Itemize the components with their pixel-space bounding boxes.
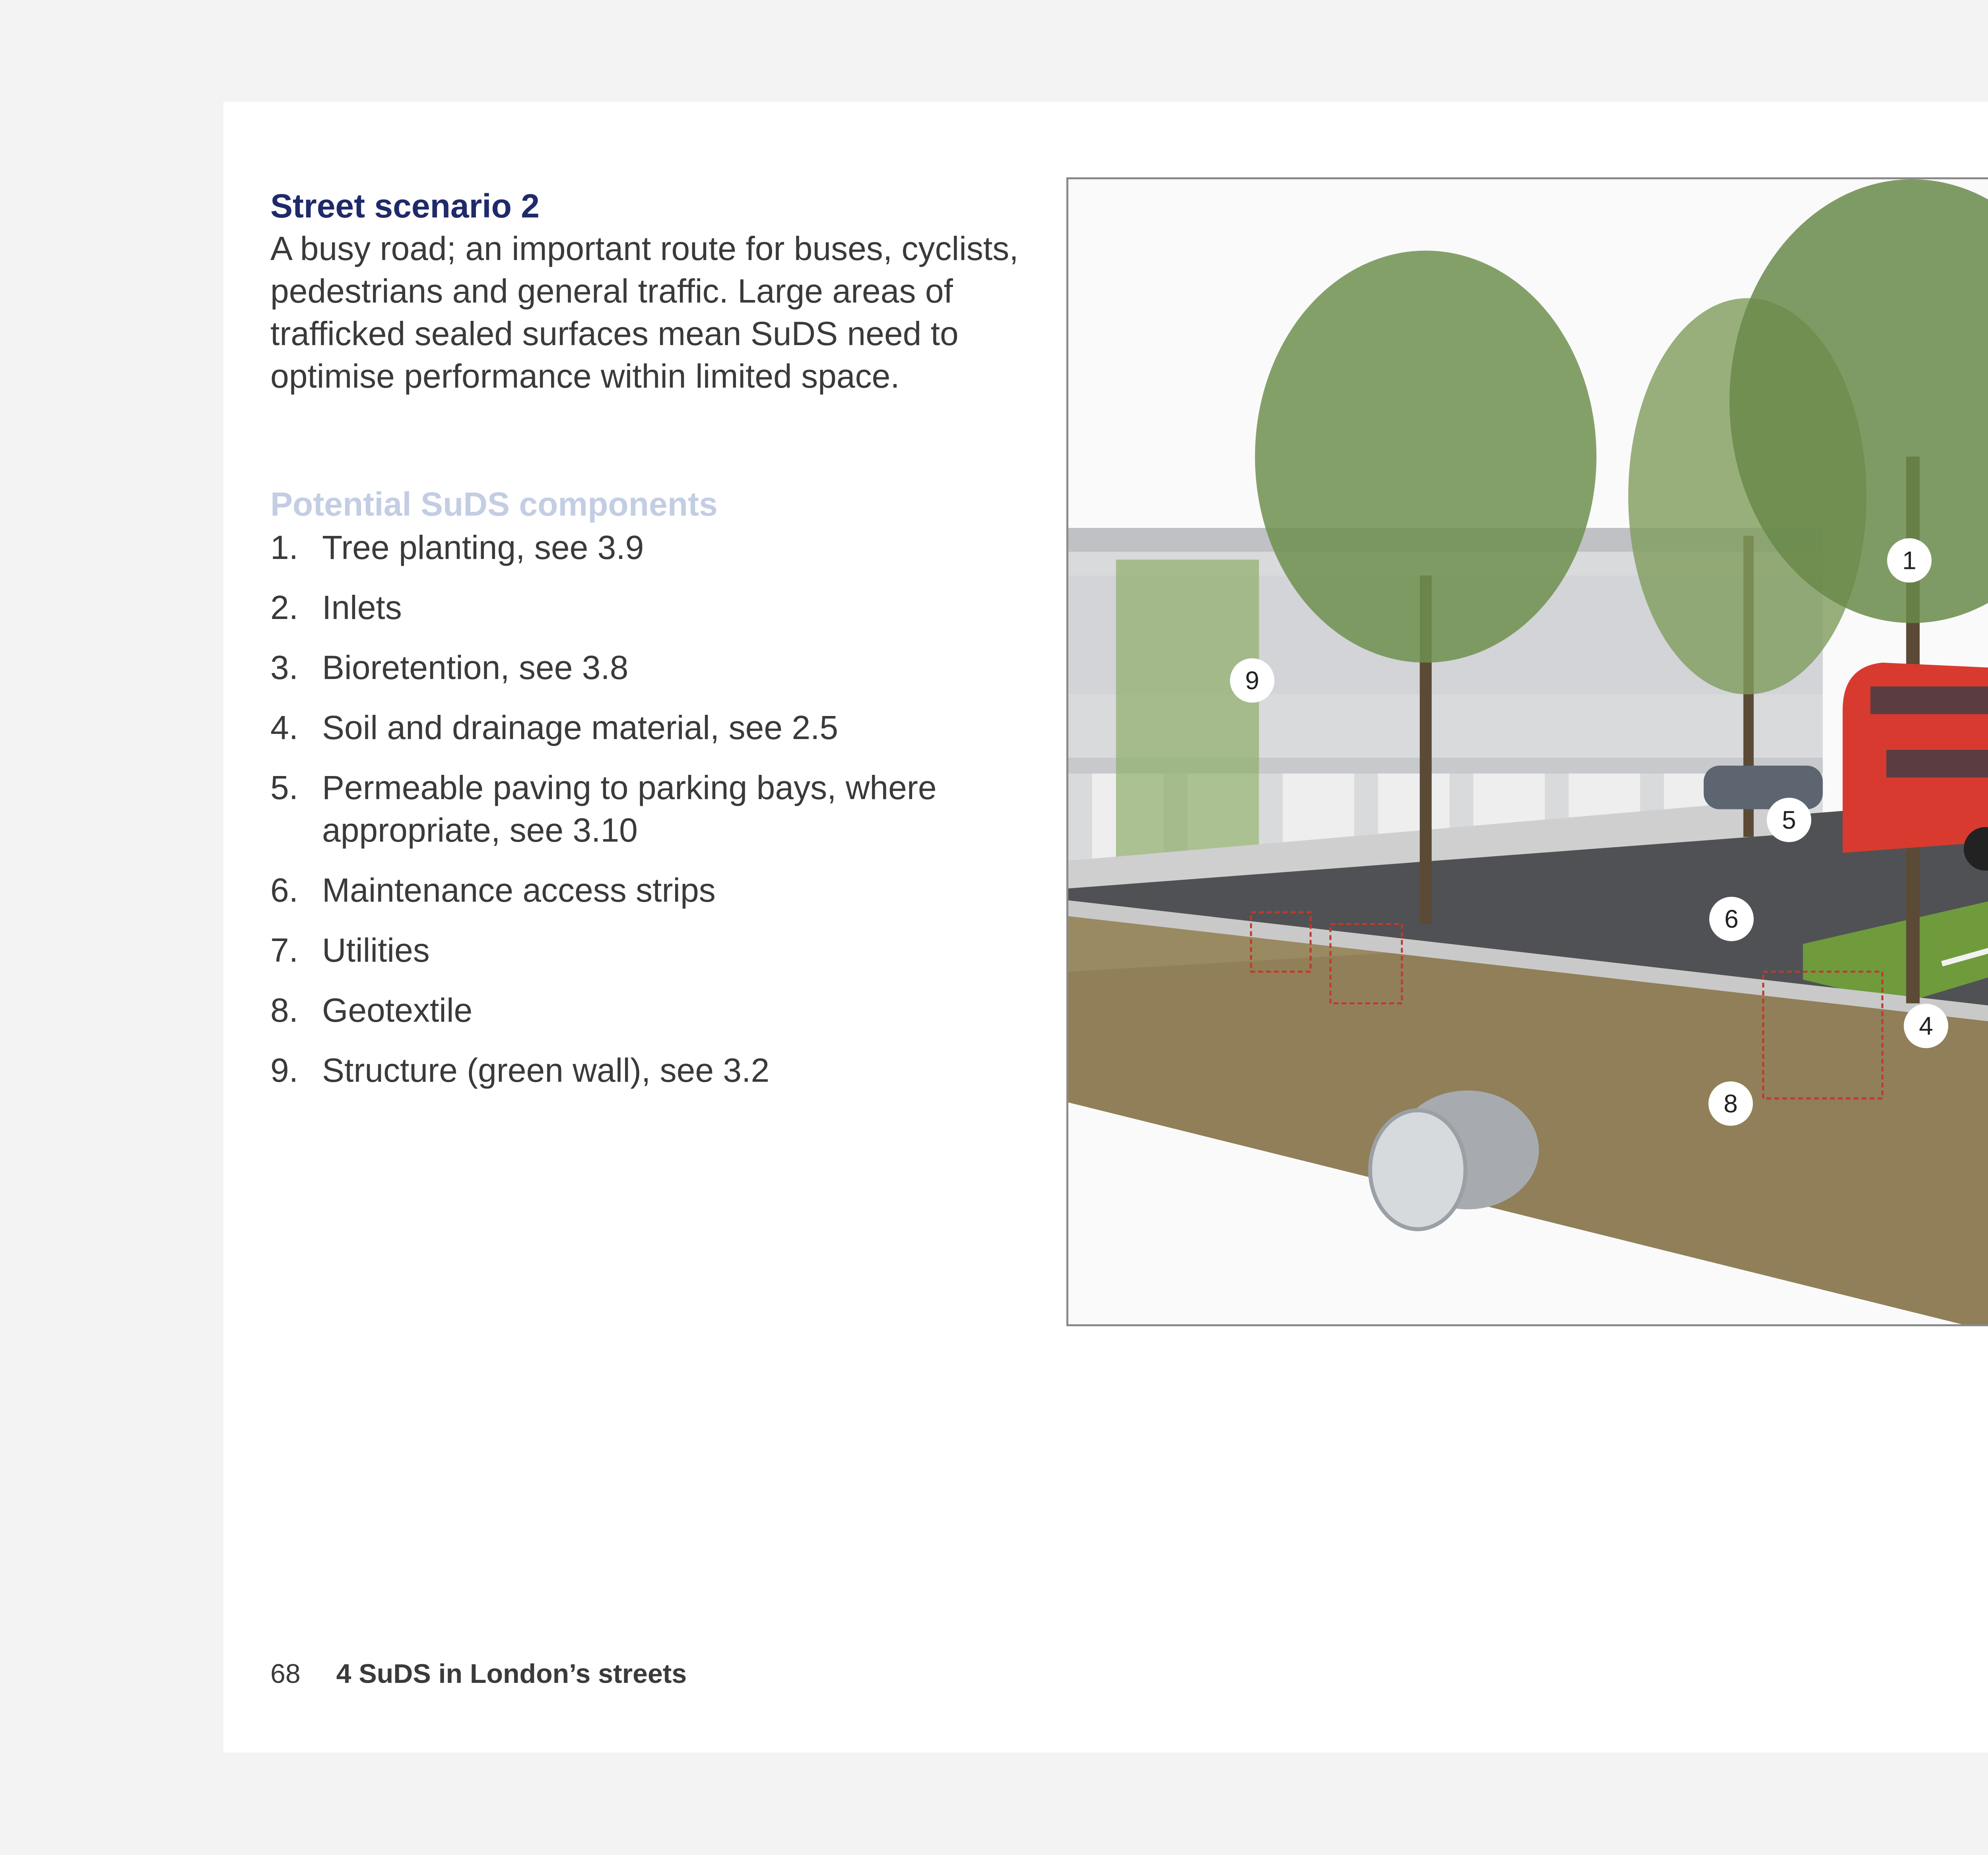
parked-car bbox=[1704, 766, 1823, 809]
list-item: 5. Permeable paving to parking bays, where appropriate, see 3.10 bbox=[270, 769, 937, 849]
page-number: 68 bbox=[270, 1659, 301, 1689]
document-page bbox=[223, 102, 1988, 1752]
list-item: 4. Soil and drainage material, see 2.5 bbox=[270, 709, 839, 746]
marker-5 bbox=[1767, 798, 1811, 842]
components-heading: Potential SuDS components bbox=[270, 485, 718, 523]
components-list bbox=[270, 526, 1105, 1109]
page-title: Street scenario 2 bbox=[270, 187, 540, 225]
marker-4 bbox=[1904, 1004, 1948, 1048]
svg-text:5: 5 bbox=[1782, 805, 1796, 834]
marker-9 bbox=[1230, 658, 1274, 703]
list-item: 1. Tree planting, see 3.9 bbox=[270, 529, 644, 566]
section-title: 4 SuDS in London’s streets bbox=[336, 1659, 687, 1689]
list-item: 6. Maintenance access strips bbox=[270, 871, 716, 909]
list-item: 8. Geotextile bbox=[270, 992, 473, 1029]
svg-text:6: 6 bbox=[1724, 904, 1739, 933]
svg-text:9: 9 bbox=[1245, 666, 1260, 695]
svg-text:8: 8 bbox=[1724, 1089, 1738, 1118]
list-item: 9. Structure (green wall), see 3.2 bbox=[270, 1052, 770, 1089]
marker-8 bbox=[1708, 1081, 1753, 1126]
list-item: 7. Utilities bbox=[270, 931, 430, 969]
page-footer bbox=[270, 1660, 687, 1687]
list-item: 2. Inlets bbox=[270, 589, 402, 626]
marker-6 bbox=[1709, 897, 1754, 941]
intro-paragraph: A busy road; an important route for buses, cyclists, pedestrians and general traffic. Large areas of trafficked sealed surfaces mean SuDS need to optimise performance within limited space. bbox=[270, 230, 1019, 395]
red-bus bbox=[1842, 663, 1988, 871]
svg-text:1: 1 bbox=[1902, 546, 1916, 575]
street-scenario-illustration bbox=[1066, 177, 1988, 1326]
svg-text:4: 4 bbox=[1919, 1011, 1933, 1040]
marker-1 bbox=[1887, 538, 1932, 583]
street-cross-section-drawing bbox=[1068, 179, 1988, 1324]
list-item: 3. Bioretention, see 3.8 bbox=[270, 649, 629, 686]
